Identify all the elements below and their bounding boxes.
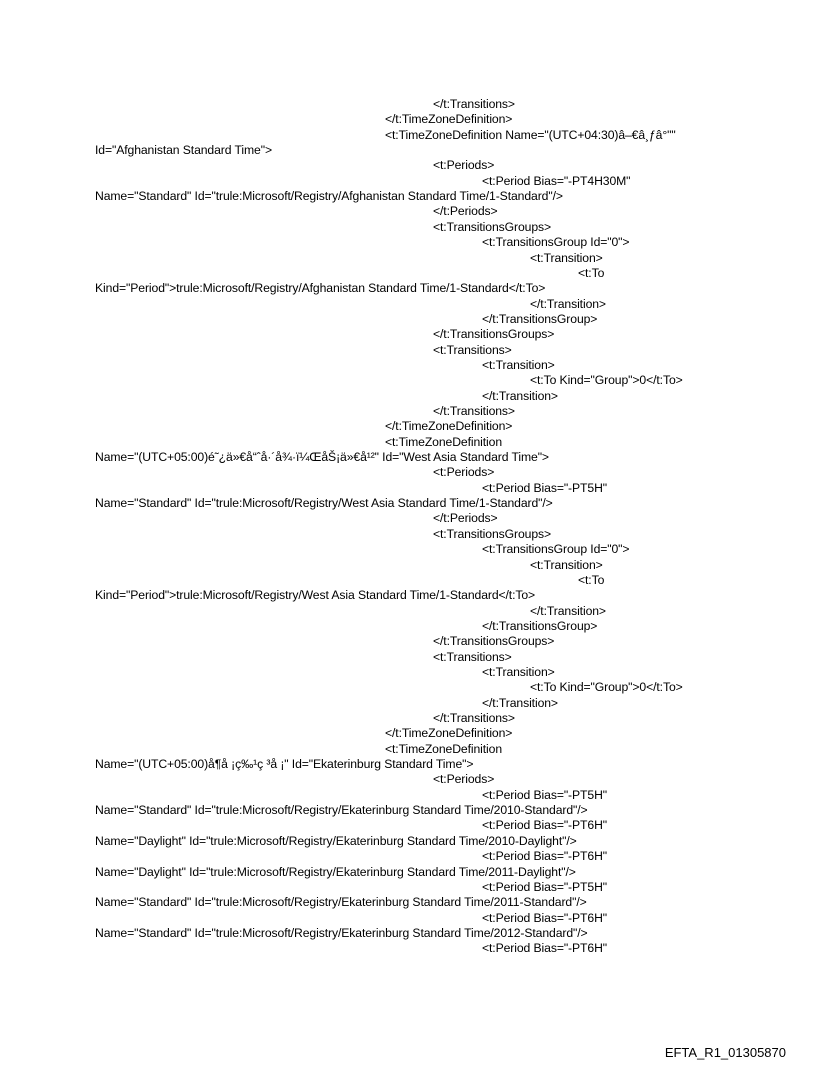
text-line: <t:Transitions> (433, 342, 512, 357)
text-line: Id="Afghanistan Standard Time"> (95, 143, 272, 158)
text-line: </t:TransitionsGroup> (482, 618, 598, 633)
text-line: Name="(UTC+05:00)é˜¿ä»€å“ˆå·´å¾·ï¼ŒåŠ¡ä»€å¹²" Id="West Asia Standard Time"> (95, 450, 549, 465)
text-line: <t:Period Bias="-PT5H" (482, 480, 607, 495)
text-line: <t:TimeZoneDefinition Name="(UTC+04:30)â–€â¸ƒâ°"" (385, 127, 676, 142)
text-line: <t:Period Bias="-PT5H" (482, 879, 607, 894)
text-line: Name="(UTC+05:00)å¶å ¡ç‰¹ç ³å ¡" Id="Ekaterinburg Standard Time"> (95, 757, 474, 771)
text-line: </t:TimeZoneDefinition> (385, 112, 513, 127)
text-line: </t:TransitionsGroup> (482, 311, 598, 326)
text-line: Kind="Period">trule:Microsoft/Registry/Afghanistan Standard Time/1-Standard</t:To> (95, 281, 546, 296)
text-line: </t:Transitions> (433, 711, 515, 725)
text-line: </t:Transition> (482, 695, 558, 710)
text-line: <t:TransitionsGroups> (433, 219, 552, 234)
text-line: </t:Periods> (433, 204, 498, 219)
text-line: Name="Daylight" Id="trule:Microsoft/Registry/Ekaterinburg Standard Time/2011-Daylight"/> (95, 864, 576, 879)
text-line: Name="Daylight" Id="trule:Microsoft/Registry/Ekaterinburg Standard Time/2010-Daylight"/> (95, 833, 577, 848)
text-line: <t:To Kind="Group">0</t:To> (530, 680, 683, 695)
text-line: <t:Periods> (433, 465, 495, 480)
text-line: Name="Standard" Id="trule:Microsoft/Registry/Ekaterinburg Standard Time/2010-Standard"/> (95, 803, 588, 818)
text-line: <t:TimeZoneDefinition (385, 741, 503, 756)
text-line: <t:TransitionsGroups> (433, 526, 552, 541)
text-line: </t:TransitionsGroups> (433, 634, 555, 649)
text-line: <t:Periods> (433, 158, 495, 173)
text-line: <t:Transition> (530, 250, 603, 265)
text-line: <t:Period Bias="-PT4H30M" (482, 173, 631, 188)
text-line: </t:TimeZoneDefinition> (385, 419, 513, 434)
text-line: <t:Transitions> (433, 649, 512, 664)
text-line: </t:Periods> (433, 511, 498, 526)
text-line: </t:Transitions> (433, 404, 515, 418)
text-line: </t:Transition> (530, 296, 606, 311)
text-line: <t:To Kind="Group">0</t:To> (530, 373, 683, 388)
text-line: </t:TimeZoneDefinition> (385, 726, 513, 741)
text-line: Name="Standard" Id="trule:Microsoft/Registry/Ekaterinburg Standard Time/2011-Standard"/> (95, 895, 587, 910)
text-line: <t:To (578, 572, 605, 587)
text-line: <t:TimeZoneDefinition (385, 434, 503, 449)
text-line: <t:Transition> (482, 357, 555, 372)
text-line: <t:Period Bias="-PT6H" (482, 910, 607, 925)
text-line: <t:Period Bias="-PT6H" (482, 818, 607, 833)
text-line: Name="Standard" Id="trule:Microsoft/Registry/Ekaterinburg Standard Time/2012-Standard"/> (95, 925, 588, 940)
text-line: <t:Periods> (433, 772, 495, 787)
text-line: <t:TransitionsGroup Id="0"> (482, 542, 630, 557)
text-line: </t:Transition> (482, 388, 558, 403)
text-line: </t:TransitionsGroups> (433, 327, 555, 342)
document-id-footer: EFTA_R1_01305870 (664, 1045, 786, 1060)
text-line: Name="Standard" Id="trule:Microsoft/Registry/Afghanistan Standard Time/1-Standard"/> (95, 189, 563, 204)
text-line: <t:Period Bias="-PT6H" (482, 941, 607, 956)
text-line: <t:TransitionsGroup Id="0"> (482, 235, 630, 250)
text-line: <t:To (578, 265, 605, 280)
text-line: Kind="Period">trule:Microsoft/Registry/West Asia Standard Time/1-Standard</t:To> (95, 588, 536, 603)
text-line: </t:Transitions> (433, 97, 515, 111)
text-line: <t:Transition> (530, 557, 603, 572)
text-line: <t:Period Bias="-PT6H" (482, 849, 607, 864)
text-line: <t:Transition> (482, 664, 555, 679)
text-line: </t:Transition> (530, 603, 606, 618)
text-line: Name="Standard" Id="trule:Microsoft/Registry/West Asia Standard Time/1-Standard"/> (95, 496, 553, 511)
text-line: <t:Period Bias="-PT5H" (482, 787, 607, 802)
